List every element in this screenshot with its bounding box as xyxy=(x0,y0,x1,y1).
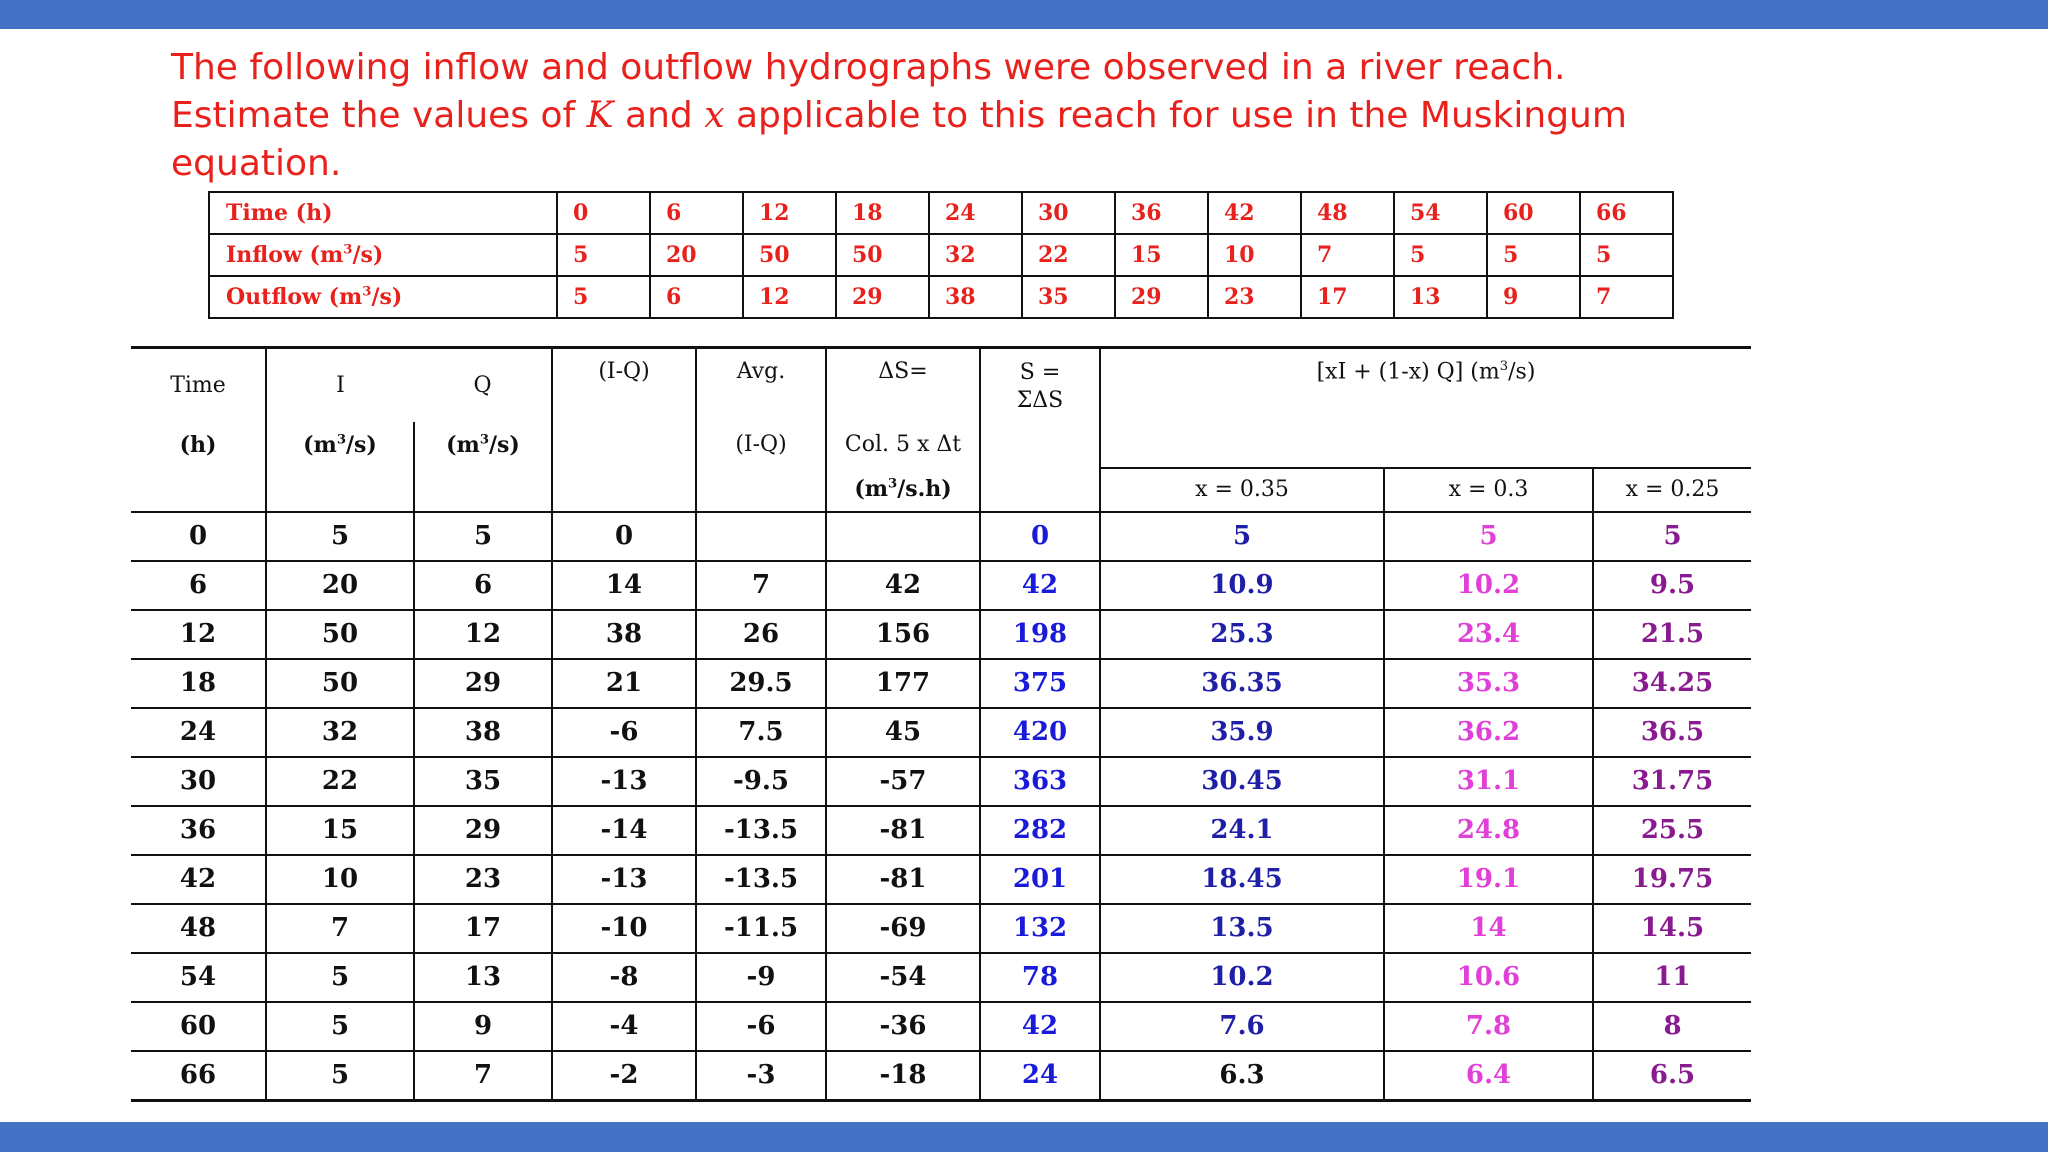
col-q-unit: $(m^3/s)$ xyxy=(414,422,552,468)
symbol-x: x xyxy=(704,95,725,136)
problem-statement xyxy=(171,44,1731,188)
cell-s: 132 xyxy=(980,904,1100,953)
cell-w2: 24.8 xyxy=(1384,806,1593,855)
cell-avg: -3 xyxy=(696,1051,826,1101)
cell-t: 54 xyxy=(131,953,266,1002)
cell-w2: 36.2 xyxy=(1384,708,1593,757)
cell-w1: 10.9 xyxy=(1100,561,1384,610)
cell-iq: -14 xyxy=(552,806,696,855)
cell-i: 22 xyxy=(266,757,414,806)
inflow-cell: 20 xyxy=(650,234,743,276)
inflow-cell: 32 xyxy=(929,234,1022,276)
outflow-cell: 6 xyxy=(650,276,743,318)
cell-q: 5 xyxy=(414,512,552,561)
cell-i: 10 xyxy=(266,855,414,904)
cell-i: 5 xyxy=(266,1002,414,1051)
symbol-k: K xyxy=(586,95,614,136)
cell-w1: 10.2 xyxy=(1100,953,1384,1002)
col-x025-header: x = 0.25 xyxy=(1593,468,1751,512)
cell-w2: 31.1 xyxy=(1384,757,1593,806)
cell-ds: -36 xyxy=(826,1002,980,1051)
cell-avg: -6 xyxy=(696,1002,826,1051)
outflow-cell: 9 xyxy=(1487,276,1580,318)
cell-iq: -8 xyxy=(552,953,696,1002)
table-row xyxy=(131,855,1751,904)
cell-iq: 0 xyxy=(552,512,696,561)
table-row xyxy=(131,806,1751,855)
time-cell: 30 xyxy=(1022,192,1115,234)
cell-avg: -9.5 xyxy=(696,757,826,806)
time-cell: 48 xyxy=(1301,192,1394,234)
outflow-cell: 35 xyxy=(1022,276,1115,318)
cell-avg: -11.5 xyxy=(696,904,826,953)
inflow-cell: 50 xyxy=(836,234,929,276)
time-cell: 6 xyxy=(650,192,743,234)
outflow-cell: 12 xyxy=(743,276,836,318)
inflow-cell: 5 xyxy=(1394,234,1487,276)
cell-s: 282 xyxy=(980,806,1100,855)
statement-line-2: Estimate the values of K and x applicable to this reach for use in the Muskingum xyxy=(171,95,1627,136)
col-iq-header: (I-Q) xyxy=(552,348,696,468)
table-row xyxy=(131,512,1751,561)
time-row xyxy=(209,192,1673,234)
cell-w3: 34.25 xyxy=(1593,659,1751,708)
table-row xyxy=(131,953,1751,1002)
outflow-label: Outflow $(m^3/s)$ xyxy=(209,276,557,318)
cell-iq: -13 xyxy=(552,855,696,904)
cell-avg: -9 xyxy=(696,953,826,1002)
outflow-cell: 17 xyxy=(1301,276,1394,318)
inflow-cell: 15 xyxy=(1115,234,1208,276)
cell-w1: 7.6 xyxy=(1100,1002,1384,1051)
outflow-cell: 13 xyxy=(1394,276,1487,318)
cell-i: 5 xyxy=(266,512,414,561)
cell-q: 17 xyxy=(414,904,552,953)
col-ds-unit: $(m^3/s.h)$ xyxy=(826,468,980,512)
cell-w2: 35.3 xyxy=(1384,659,1593,708)
cell-s: 201 xyxy=(980,855,1100,904)
outflow-cell: 29 xyxy=(1115,276,1208,318)
cell-avg: 7 xyxy=(696,561,826,610)
outflow-cell: 5 xyxy=(557,276,650,318)
time-cell: 60 xyxy=(1487,192,1580,234)
cell-i: 5 xyxy=(266,953,414,1002)
cell-s: 42 xyxy=(980,1002,1100,1051)
cell-t: 36 xyxy=(131,806,266,855)
col-avg-sub: (I-Q) xyxy=(696,422,826,468)
col-weighted-header: [xI + (1-x) Q] $(m^3/s)$ xyxy=(1100,348,1751,422)
cell-avg xyxy=(696,512,826,561)
cell-iq: -2 xyxy=(552,1051,696,1101)
cell-w1: 13.5 xyxy=(1100,904,1384,953)
cell-ds: -69 xyxy=(826,904,980,953)
table-row xyxy=(131,904,1751,953)
col-ds-header: ΔS= xyxy=(826,348,980,422)
bottom-banner xyxy=(0,1122,2048,1152)
col-time-unit: (h) xyxy=(131,422,266,468)
inflow-cell: 10 xyxy=(1208,234,1301,276)
cell-ds: -18 xyxy=(826,1051,980,1101)
outflow-row xyxy=(209,276,1673,318)
time-cell: 36 xyxy=(1115,192,1208,234)
cell-t: 12 xyxy=(131,610,266,659)
cell-ds: 177 xyxy=(826,659,980,708)
table-row xyxy=(131,757,1751,806)
cell-ds xyxy=(826,512,980,561)
calc-table-body xyxy=(131,512,1751,1101)
cell-s: 375 xyxy=(980,659,1100,708)
cell-i: 5 xyxy=(266,1051,414,1101)
cell-w2: 7.8 xyxy=(1384,1002,1593,1051)
cell-ds: -54 xyxy=(826,953,980,1002)
cell-t: 30 xyxy=(131,757,266,806)
cell-avg: 7.5 xyxy=(696,708,826,757)
time-cell: 42 xyxy=(1208,192,1301,234)
cell-w3: 21.5 xyxy=(1593,610,1751,659)
col-avg-header: Avg. xyxy=(696,348,826,422)
cell-s: 0 xyxy=(980,512,1100,561)
cell-avg: 29.5 xyxy=(696,659,826,708)
cell-w1: 36.35 xyxy=(1100,659,1384,708)
outflow-cell: 7 xyxy=(1580,276,1673,318)
time-cell: 12 xyxy=(743,192,836,234)
time-cell: 24 xyxy=(929,192,1022,234)
inflow-cell: 5 xyxy=(1487,234,1580,276)
cell-q: 7 xyxy=(414,1051,552,1101)
cell-w3: 31.75 xyxy=(1593,757,1751,806)
time-label: Time (h) xyxy=(209,192,557,234)
cell-w1: 25.3 xyxy=(1100,610,1384,659)
cell-w3: 11 xyxy=(1593,953,1751,1002)
cell-q: 38 xyxy=(414,708,552,757)
cell-s: 363 xyxy=(980,757,1100,806)
cell-avg: -13.5 xyxy=(696,855,826,904)
cell-ds: 45 xyxy=(826,708,980,757)
cell-i: 32 xyxy=(266,708,414,757)
statement-line-3: equation. xyxy=(171,143,342,184)
cell-s: 24 xyxy=(980,1051,1100,1101)
col-s-header: S = ΣΔS xyxy=(980,348,1100,468)
inflow-cell: 22 xyxy=(1022,234,1115,276)
outflow-cell: 23 xyxy=(1208,276,1301,318)
col-i-header: I xyxy=(266,348,414,422)
outflow-cell: 29 xyxy=(836,276,929,318)
cell-ds: 42 xyxy=(826,561,980,610)
time-cell: 66 xyxy=(1580,192,1673,234)
cell-t: 66 xyxy=(131,1051,266,1101)
cell-q: 29 xyxy=(414,659,552,708)
cell-q: 23 xyxy=(414,855,552,904)
cell-q: 35 xyxy=(414,757,552,806)
cell-q: 13 xyxy=(414,953,552,1002)
cell-w2: 5 xyxy=(1384,512,1593,561)
table-row xyxy=(131,708,1751,757)
cell-w3: 8 xyxy=(1593,1002,1751,1051)
cell-i: 20 xyxy=(266,561,414,610)
cell-w2: 10.2 xyxy=(1384,561,1593,610)
cell-iq: 38 xyxy=(552,610,696,659)
cell-w1: 35.9 xyxy=(1100,708,1384,757)
cell-t: 24 xyxy=(131,708,266,757)
col-time-header: Time xyxy=(131,348,266,422)
top-banner xyxy=(0,0,2048,29)
col-ds-sub: Col. 5 x Δt xyxy=(826,422,980,468)
cell-w3: 5 xyxy=(1593,512,1751,561)
cell-w3: 36.5 xyxy=(1593,708,1751,757)
cell-s: 78 xyxy=(980,953,1100,1002)
cell-i: 50 xyxy=(266,610,414,659)
cell-iq: 21 xyxy=(552,659,696,708)
cell-q: 6 xyxy=(414,561,552,610)
cell-t: 60 xyxy=(131,1002,266,1051)
inflow-row xyxy=(209,234,1673,276)
cell-w2: 6.4 xyxy=(1384,1051,1593,1101)
table-row xyxy=(131,561,1751,610)
cell-i: 7 xyxy=(266,904,414,953)
cell-s: 198 xyxy=(980,610,1100,659)
cell-q: 12 xyxy=(414,610,552,659)
cell-i: 50 xyxy=(266,659,414,708)
cell-q: 9 xyxy=(414,1002,552,1051)
table-row xyxy=(131,1002,1751,1051)
col-i-unit: $(m^3/s)$ xyxy=(266,422,414,468)
cell-t: 48 xyxy=(131,904,266,953)
cell-w3: 9.5 xyxy=(1593,561,1751,610)
cell-t: 0 xyxy=(131,512,266,561)
cell-w3: 19.75 xyxy=(1593,855,1751,904)
cell-w1: 5 xyxy=(1100,512,1384,561)
cell-t: 42 xyxy=(131,855,266,904)
cell-w1: 6.3 xyxy=(1100,1051,1384,1101)
cell-iq: -10 xyxy=(552,904,696,953)
statement-line-1: The following inflow and outflow hydrographs were observed in a river reach. xyxy=(171,47,1566,88)
time-cell: 18 xyxy=(836,192,929,234)
outflow-cell: 38 xyxy=(929,276,1022,318)
time-cell: 0 xyxy=(557,192,650,234)
cell-iq: -4 xyxy=(552,1002,696,1051)
cell-avg: 26 xyxy=(696,610,826,659)
cell-s: 420 xyxy=(980,708,1100,757)
inflow-label: Inflow $(m^3/s)$ xyxy=(209,234,557,276)
cell-iq: -13 xyxy=(552,757,696,806)
cell-ds: 156 xyxy=(826,610,980,659)
cell-iq: -6 xyxy=(552,708,696,757)
cell-t: 6 xyxy=(131,561,266,610)
cell-t: 18 xyxy=(131,659,266,708)
cell-avg: -13.5 xyxy=(696,806,826,855)
cell-iq: 14 xyxy=(552,561,696,610)
col-x030-header: x = 0.3 xyxy=(1384,468,1593,512)
col-q-header: Q xyxy=(414,348,552,422)
cell-w3: 14.5 xyxy=(1593,904,1751,953)
time-cell: 54 xyxy=(1394,192,1487,234)
cell-ds: -81 xyxy=(826,806,980,855)
cell-s: 42 xyxy=(980,561,1100,610)
cell-w1: 24.1 xyxy=(1100,806,1384,855)
cell-w3: 25.5 xyxy=(1593,806,1751,855)
cell-w2: 10.6 xyxy=(1384,953,1593,1002)
cell-w2: 23.4 xyxy=(1384,610,1593,659)
cell-w2: 14 xyxy=(1384,904,1593,953)
cell-w1: 18.45 xyxy=(1100,855,1384,904)
table-row xyxy=(131,610,1751,659)
inflow-cell: 5 xyxy=(557,234,650,276)
hydrograph-data-table xyxy=(208,191,1674,319)
cell-w1: 30.45 xyxy=(1100,757,1384,806)
cell-w3: 6.5 xyxy=(1593,1051,1751,1101)
table-row xyxy=(131,1051,1751,1101)
col-x035-header: x = 0.35 xyxy=(1100,468,1384,512)
table-row xyxy=(131,659,1751,708)
cell-q: 29 xyxy=(414,806,552,855)
inflow-cell: 5 xyxy=(1580,234,1673,276)
muskingum-calculation-table xyxy=(131,346,1751,1102)
cell-ds: -81 xyxy=(826,855,980,904)
inflow-cell: 50 xyxy=(743,234,836,276)
inflow-cell: 7 xyxy=(1301,234,1394,276)
cell-w2: 19.1 xyxy=(1384,855,1593,904)
cell-ds: -57 xyxy=(826,757,980,806)
cell-i: 15 xyxy=(266,806,414,855)
